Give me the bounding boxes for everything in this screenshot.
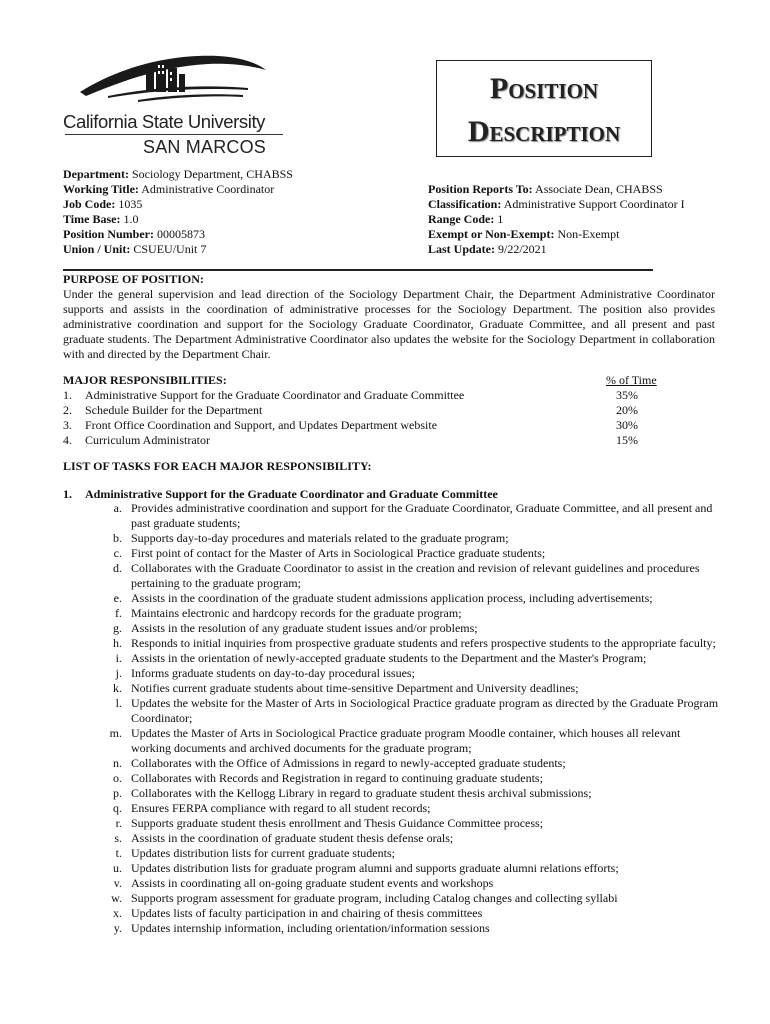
info-label: Position Reports To: <box>428 182 533 196</box>
info-label: Job Code: <box>63 197 116 211</box>
task-text: Updates the website for the Master of Arts in Sociological Practice graduate program as directed by the Graduate Program Coordinator; <box>131 696 719 725</box>
task-text: Notifies current graduate students about time-sensitive Department and University deadlines; <box>131 681 579 695</box>
task-item <box>100 876 720 891</box>
info-label: Exempt or Non-Exempt: <box>428 227 555 241</box>
info-row-time-base <box>63 212 293 227</box>
info-value: 1 <box>497 212 504 226</box>
position-info-left <box>63 167 293 257</box>
task-item <box>100 801 720 816</box>
info-label: Union / Unit: <box>63 242 131 256</box>
purpose-heading: PURPOSE OF POSITION: <box>63 272 204 286</box>
responsibility-text: Schedule Builder for the Department <box>85 403 263 417</box>
document-title-line2: Description <box>467 115 621 148</box>
task-group-label: Administrative Support for the Graduate Coordinator and Graduate Committee <box>85 487 498 501</box>
task-text: Maintains electronic and hardcopy records for the graduate program; <box>131 606 462 620</box>
task-item <box>100 816 720 831</box>
info-value: 00005873 <box>157 227 205 241</box>
info-value: Sociology Department, CHABSS <box>131 167 293 181</box>
responsibility-percent: 30% <box>616 418 638 432</box>
task-item <box>100 846 720 861</box>
task-text: Assists in the orientation of newly-accepted graduate students to the Department and the Master's Program; <box>131 651 647 665</box>
task-text: First point of contact for the Master of Arts in Sociological Practice graduate students; <box>131 546 546 560</box>
info-row-reports-to <box>428 182 685 197</box>
task-item <box>100 756 720 771</box>
task-item <box>100 891 720 906</box>
university-logo <box>63 48 288 158</box>
info-label: Last Update: <box>428 242 496 256</box>
task-letter: b. <box>113 531 122 545</box>
campus-skyline-icon <box>78 48 268 108</box>
info-row-classification <box>428 197 685 212</box>
task-item <box>100 501 720 531</box>
major-responsibilities-section <box>63 373 663 448</box>
major-responsibilities-heading: MAJOR RESPONSIBILITIES: <box>63 373 227 387</box>
task-text: Assists in the coordination of graduate student thesis defense orals; <box>131 831 454 845</box>
responsibility-number: 3. <box>63 418 72 432</box>
task-item <box>100 906 720 921</box>
task-item <box>100 561 720 591</box>
info-value: Associate Dean, CHABSS <box>535 182 663 196</box>
task-letter: s. <box>114 831 122 845</box>
task-item <box>100 696 720 726</box>
responsibility-number: 4. <box>63 433 72 447</box>
task-list <box>100 501 720 936</box>
info-value: Non-Exempt <box>557 227 620 241</box>
task-text: Collaborates with the Graduate Coordinator to assist in the creation and revision of relevant guidelines and procedures pertaining to the graduate program; <box>131 561 700 590</box>
responsibility-percent: 35% <box>616 388 638 402</box>
info-label: Time Base: <box>63 212 121 226</box>
task-item <box>100 651 720 666</box>
info-value: 1035 <box>118 197 143 211</box>
task-letter: o. <box>113 771 122 785</box>
task-text: Supports program assessment for graduate program, including Catalog changes and collecting syllabi <box>131 891 618 905</box>
tasks-heading: LIST OF TASKS FOR EACH MAJOR RESPONSIBILITY: <box>63 459 372 473</box>
info-row-job-code <box>63 197 293 212</box>
task-letter: g. <box>113 621 122 635</box>
responsibility-row <box>63 418 663 433</box>
position-info-right <box>428 182 685 257</box>
task-text: Assists in the resolution of any graduate student issues and/or problems; <box>131 621 478 635</box>
task-letter: v. <box>113 876 122 890</box>
task-text: Updates the Master of Arts in Sociological Practice graduate program Moodle container, which houses all relevant working documents and archived documents for the graduate program; <box>131 726 681 755</box>
responsibility-percent: 20% <box>616 403 638 417</box>
task-letter: t. <box>115 846 122 860</box>
task-letter: l. <box>115 696 122 710</box>
responsibility-row <box>63 403 663 418</box>
responsibility-text: Administrative Support for the Graduate Coordinator and Graduate Committee <box>85 388 465 402</box>
task-letter: r. <box>115 816 122 830</box>
info-row-working-title <box>63 182 293 197</box>
header-divider <box>63 269 653 271</box>
task-letter: p. <box>113 786 122 800</box>
info-label: Working Title: <box>63 182 139 196</box>
task-letter: q. <box>113 801 122 815</box>
logo-divider <box>65 134 283 135</box>
task-item <box>100 861 720 876</box>
task-text: Collaborates with the Kellogg Library in regard to graduate student thesis archival submissions; <box>131 786 592 800</box>
task-letter: x. <box>113 906 122 920</box>
task-letter: i. <box>115 651 122 665</box>
task-letter: d. <box>113 561 122 575</box>
task-text: Assists in the coordination of the graduate student admissions application process, including advertisements; <box>131 591 653 605</box>
info-value: Administrative Support Coordinator I <box>503 197 685 211</box>
purpose-text: Under the general supervision and lead direction of the Sociology Department Chair, the Department Administrative Coordinator supports and assists in the coordination of administrative processes for the Sociology Department. The position also provides administrative coordination and support for the Sociology Graduate Coordinator, Graduate Committee, and all present and past graduate students. The Department Administrative Coordinator also updates the website for the Sociology Department in collaboration with and directed by the Department Chair. <box>63 287 715 361</box>
responsibility-number: 2. <box>63 403 72 417</box>
task-item <box>100 591 720 606</box>
info-row-range-code <box>428 212 685 227</box>
task-item <box>100 726 720 756</box>
responsibility-percent: 15% <box>616 433 638 447</box>
task-text: Informs graduate students on day-to-day procedural issues; <box>131 666 415 680</box>
task-text: Updates internship information, including orientation/information sessions <box>131 921 490 935</box>
document-title-box <box>436 60 652 157</box>
task-item <box>100 606 720 621</box>
task-item <box>100 921 720 936</box>
task-letter: c. <box>113 546 122 560</box>
info-label: Position Number: <box>63 227 154 241</box>
task-group-number: 1. <box>63 487 72 501</box>
purpose-section <box>63 272 715 362</box>
task-letter: m. <box>109 726 122 740</box>
task-text: Responds to initial inquiries from prospective graduate students and refers prospective students to the appropriate faculty; <box>131 636 716 650</box>
task-text: Updates distribution lists for current graduate students; <box>131 846 395 860</box>
task-text: Ensures FERPA compliance with regard to all student records; <box>131 801 431 815</box>
task-text: Collaborates with the Office of Admissions in regard to newly-accepted graduate students; <box>131 756 566 770</box>
task-text: Supports day-to-day procedures and materials related to the graduate program; <box>131 531 509 545</box>
info-value: Administrative Coordinator <box>141 182 275 196</box>
task-item <box>100 531 720 546</box>
info-label: Range Code: <box>428 212 495 226</box>
responsibility-text: Front Office Coordination and Support, and Updates Department website <box>85 418 438 432</box>
task-text: Assists in coordinating all on-going graduate student events and workshops <box>131 876 494 890</box>
document-title-line1: Position <box>489 72 599 105</box>
info-label: Department: <box>63 167 129 181</box>
task-text: Supports graduate student thesis enrollment and Thesis Guidance Committee process; <box>131 816 544 830</box>
task-text: Collaborates with Records and Registration in regard to continuing graduate students; <box>131 771 543 785</box>
task-group-title <box>63 487 498 502</box>
info-row-position-number <box>63 227 293 242</box>
info-row-last-update <box>428 242 685 257</box>
task-letter: k. <box>113 681 122 695</box>
responsibility-text: Curriculum Administrator <box>85 433 210 447</box>
info-label: Classification: <box>428 197 502 211</box>
responsibility-row <box>63 433 663 448</box>
task-letter: y. <box>113 921 122 935</box>
task-letter: f. <box>115 606 122 620</box>
info-row-exempt <box>428 227 685 242</box>
task-letter: a. <box>113 501 122 515</box>
percent-time-heading: % of Time <box>606 373 657 387</box>
task-item <box>100 546 720 561</box>
task-item <box>100 666 720 681</box>
task-letter: u. <box>113 861 122 875</box>
task-text: Updates distribution lists for graduate program alumni and supports graduate alumni relations efforts; <box>131 861 619 875</box>
task-text: Updates lists of faculty participation in and chairing of thesis committees <box>131 906 483 920</box>
task-item <box>100 786 720 801</box>
campus-name: SAN MARCOS <box>143 137 267 157</box>
info-value: 1.0 <box>123 212 139 226</box>
task-item <box>100 621 720 636</box>
task-text: Provides administrative coordination and support for the Graduate Coordinator, Graduate Committee, and all present and past graduate students; <box>131 501 713 530</box>
info-row-department <box>63 167 293 182</box>
task-item <box>100 681 720 696</box>
task-letter: h. <box>113 636 122 650</box>
task-letter: j. <box>115 666 122 680</box>
task-item <box>100 831 720 846</box>
responsibility-row <box>63 388 663 403</box>
info-row-union-unit <box>63 242 293 257</box>
info-value: CSUEU/Unit 7 <box>133 242 207 256</box>
task-letter: n. <box>113 756 122 770</box>
responsibility-number: 1. <box>63 388 72 402</box>
task-letter: e. <box>113 591 122 605</box>
info-value: 9/22/2021 <box>498 242 547 256</box>
task-letter: w. <box>111 891 122 905</box>
task-item <box>100 636 720 651</box>
university-name: California State University <box>63 111 266 132</box>
task-item <box>100 771 720 786</box>
